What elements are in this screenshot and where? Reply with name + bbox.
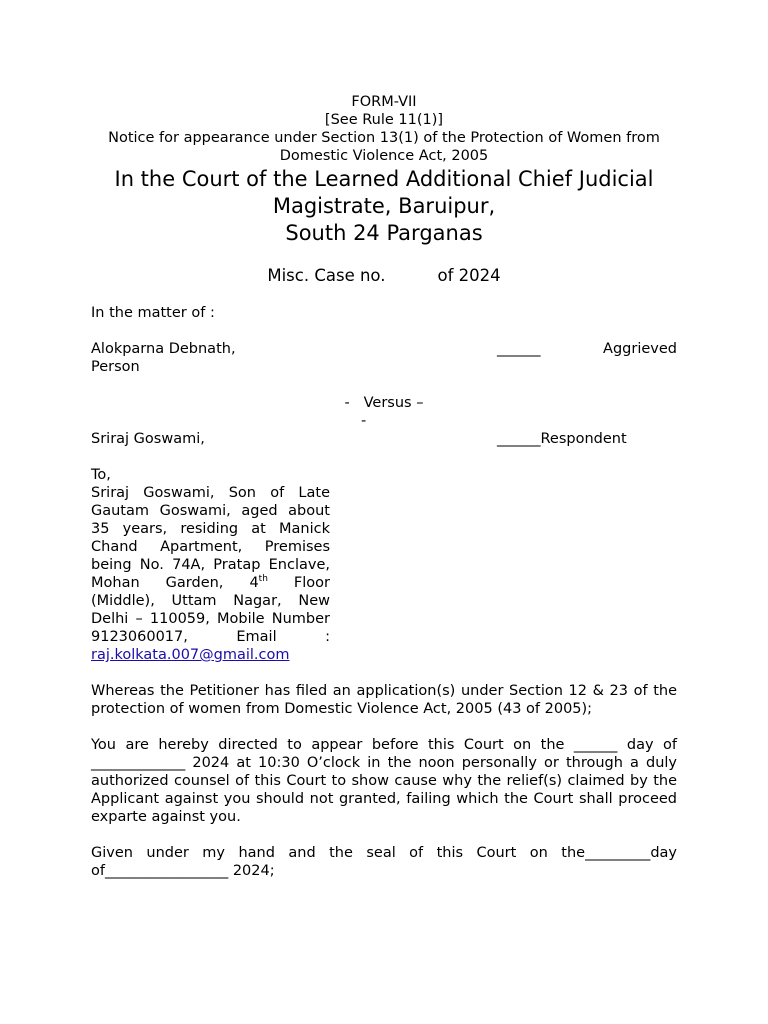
versus-line: [91, 394, 677, 430]
matter-intro: In the matter of :: [91, 305, 215, 321]
aggrieved-party: [91, 340, 677, 376]
case-number: [91, 266, 677, 286]
given-paragraph: Given under my hand and the seal of this Court on the_________day of_________________ 2024;: [91, 845, 677, 879]
email-link[interactable]: raj.kolkata.007@gmail.com: [91, 647, 290, 663]
whereas-paragraph: Whereas the Petitioner has filed an application(s) under Section 12 & 23 of the protection of women from Domestic Violence Act, 2005 (43 of 2005);: [91, 683, 677, 717]
aggrieved-name: Alokparna Debnath,: [91, 341, 236, 357]
aggrieved-blank: ______: [497, 341, 541, 357]
form-header: [91, 93, 677, 165]
respondent-blank: ______: [497, 431, 541, 447]
court-line3: South 24 Parganas: [285, 221, 483, 245]
versus-dash-2: -: [361, 413, 367, 429]
case-label: Misc. Case no.: [267, 266, 386, 285]
form-number: FORM-VII: [351, 94, 417, 110]
aggrieved-role-cont: Person: [91, 359, 140, 375]
aggrieved-role: Aggrieved: [603, 341, 677, 357]
respondent-role: Respondent: [540, 431, 627, 447]
notice-title-line1: Notice for appearance under Section 13(1) of the Protection of Women from: [108, 130, 660, 146]
notice-document: [91, 93, 677, 880]
addressee-to: To,: [91, 467, 111, 483]
addressee-text-2: Floor (Middle), Uttam Nagar, New Delhi – 110059, Mobile Number 9123060017, Email :: [91, 575, 330, 645]
rule-reference: [See Rule 11(1)]: [324, 112, 444, 128]
ordinal-suffix: th: [258, 574, 268, 585]
case-year: of 2024: [437, 266, 501, 285]
versus-dash: -: [344, 395, 350, 411]
court-heading: [91, 166, 677, 247]
versus-text: Versus –: [363, 395, 424, 411]
court-line2: Magistrate, Baruipur,: [272, 194, 496, 218]
respondent-name: Sriraj Goswami,: [91, 431, 205, 447]
notice-title-line2: Domestic Violence Act, 2005: [279, 148, 489, 164]
directed-paragraph: You are hereby directed to appear before this Court on the ______ day of _____________ 2024 at 10:30 O’clock in the noon personally or through a duly authorized counsel of this Court to show cause why the relief(s) claimed by the Applicant against you should not granted, failing which the Court shall proceed exparte against you.: [91, 737, 677, 825]
addressee-block: [91, 466, 677, 664]
court-line1: In the Court of the Learned Additional Chief Judicial: [114, 167, 654, 191]
addressee-details: [91, 484, 330, 664]
addressee-text: Sriraj Goswami, Son of Late Gautam Goswami, aged about 35 years, residing at Manick Chand Apartment, Premises being No. 74A, Pratap Enclave, Mohan Garden, 4: [91, 485, 330, 591]
respondent-party: [91, 430, 677, 448]
